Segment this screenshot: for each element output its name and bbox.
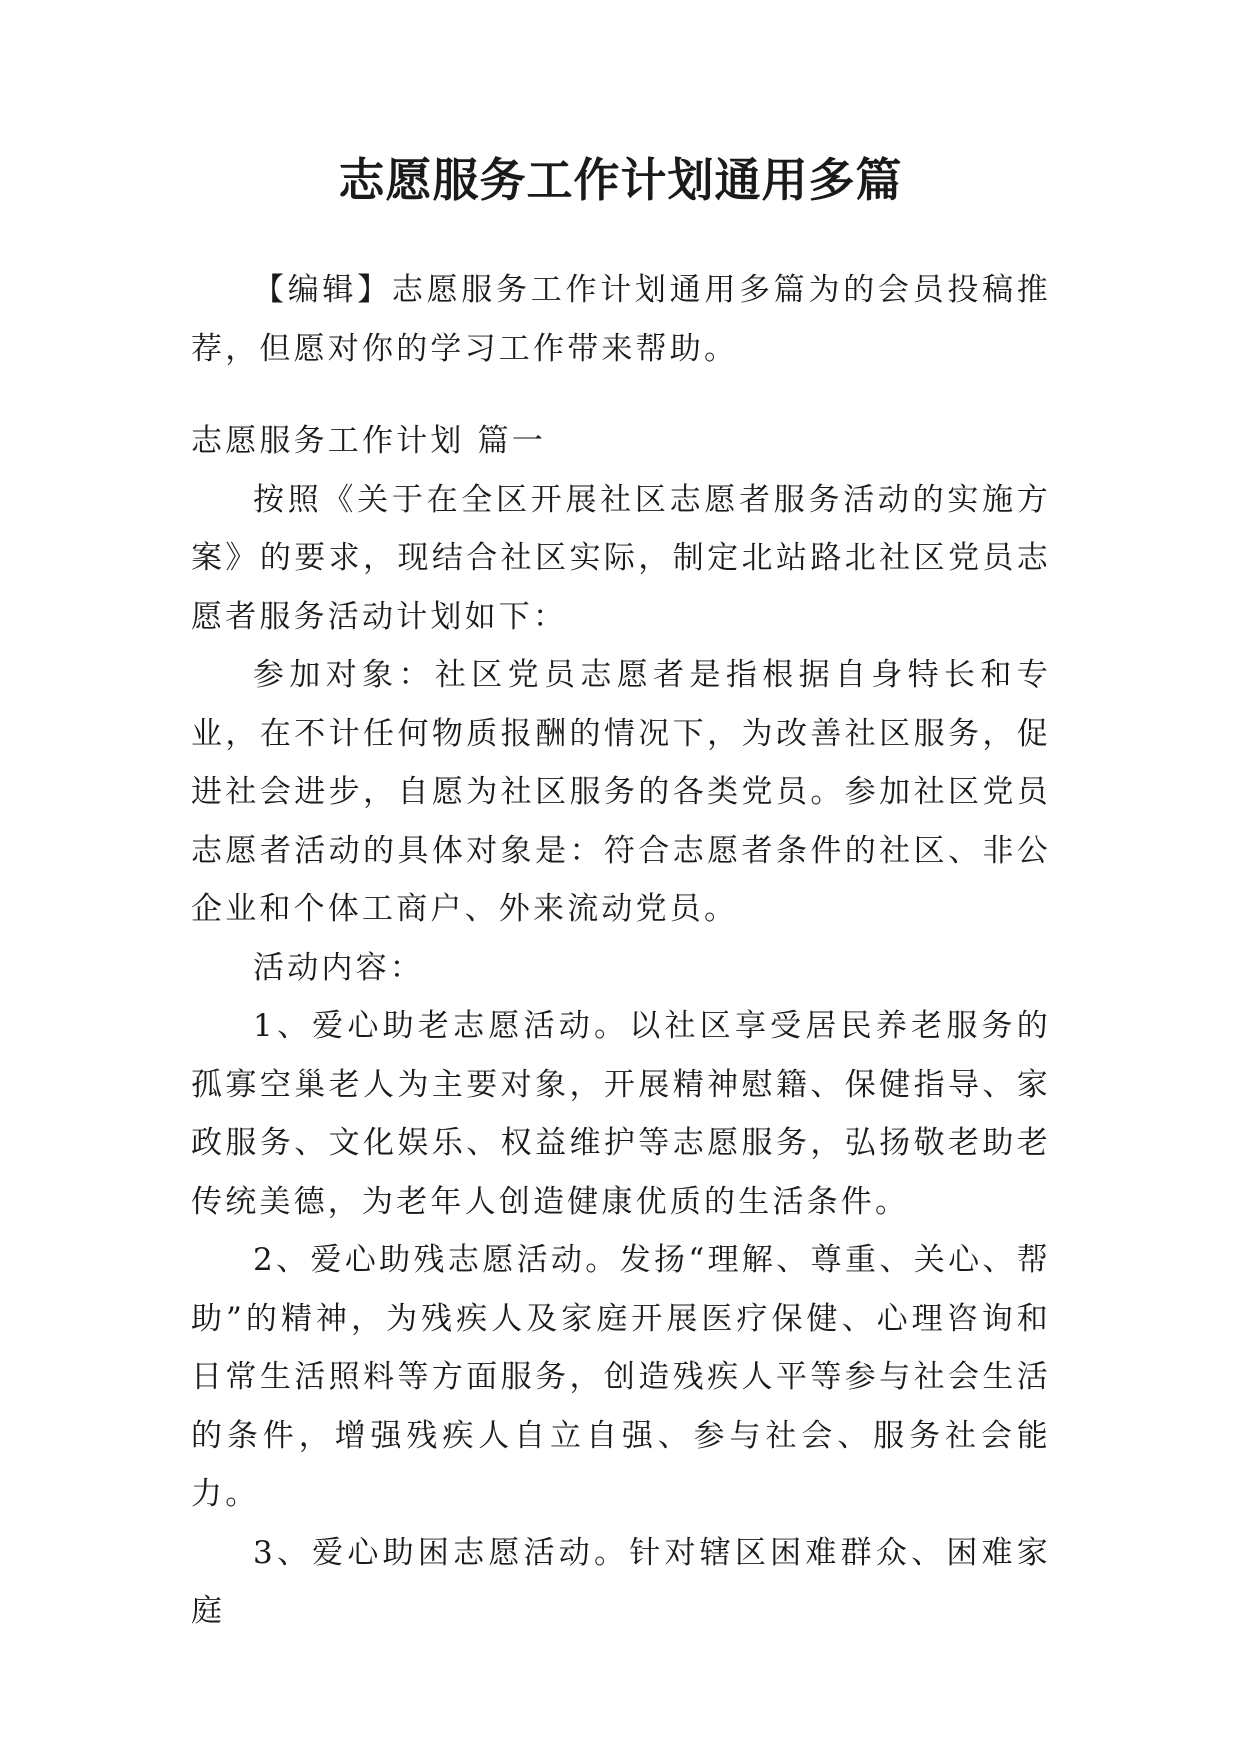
- body-paragraph: 按照《关于在全区开展社区志愿者服务活动的实施方案》的要求，现结合社区实际，制定北站路北社区党员志愿者服务活动计划如下：: [191, 481, 1051, 635]
- section-heading: 志愿服务工作计划 篇一: [191, 423, 547, 459]
- body-paragraph: 1、爱心助老志愿活动。以社区享受居民养老服务的孤寡空巢老人为主要对象，开展精神慰籍、保健指导、家政服务、文化娱乐、权益维护等志愿服务，弘扬敬老助老传统美德，为老年人创造健康优质的生活条件。: [191, 1008, 1051, 1220]
- intro-block: [191, 261, 1051, 378]
- body-paragraph: 2、爱心助残志愿活动。发扬“理解、尊重、关心、帮助”的精神，为残疾人及家庭开展医疗保健、心理咨询和日常生活照料等方面服务，创造残疾人平等参与社会生活的条件，增强残疾人自立自强、参与社会、服务社会能力。: [191, 1242, 1051, 1512]
- section-block: [191, 412, 1051, 1641]
- document-title: 志愿服务工作计划通用多篇: [338, 153, 903, 207]
- body-paragraph: 活动内容：: [253, 949, 424, 986]
- body-paragraph: 3、爱心助困志愿活动。针对辖区困难群众、困难家庭: [191, 1534, 1051, 1629]
- intro-paragraph: 【编辑】志愿服务工作计划通用多篇为的会员投稿推荐，但愿对你的学习工作带来帮助。: [191, 272, 1051, 367]
- body-paragraph: 参加对象：社区党员志愿者是指根据自身特长和专业，在不计任何物质报酬的情况下，为改善社区服务，促进社会进步，自愿为社区服务的各类党员。参加社区党员志愿者活动的具体对象是：符合志愿者条件的社区、非公企业和个体工商户、外来流动党员。: [191, 657, 1051, 927]
